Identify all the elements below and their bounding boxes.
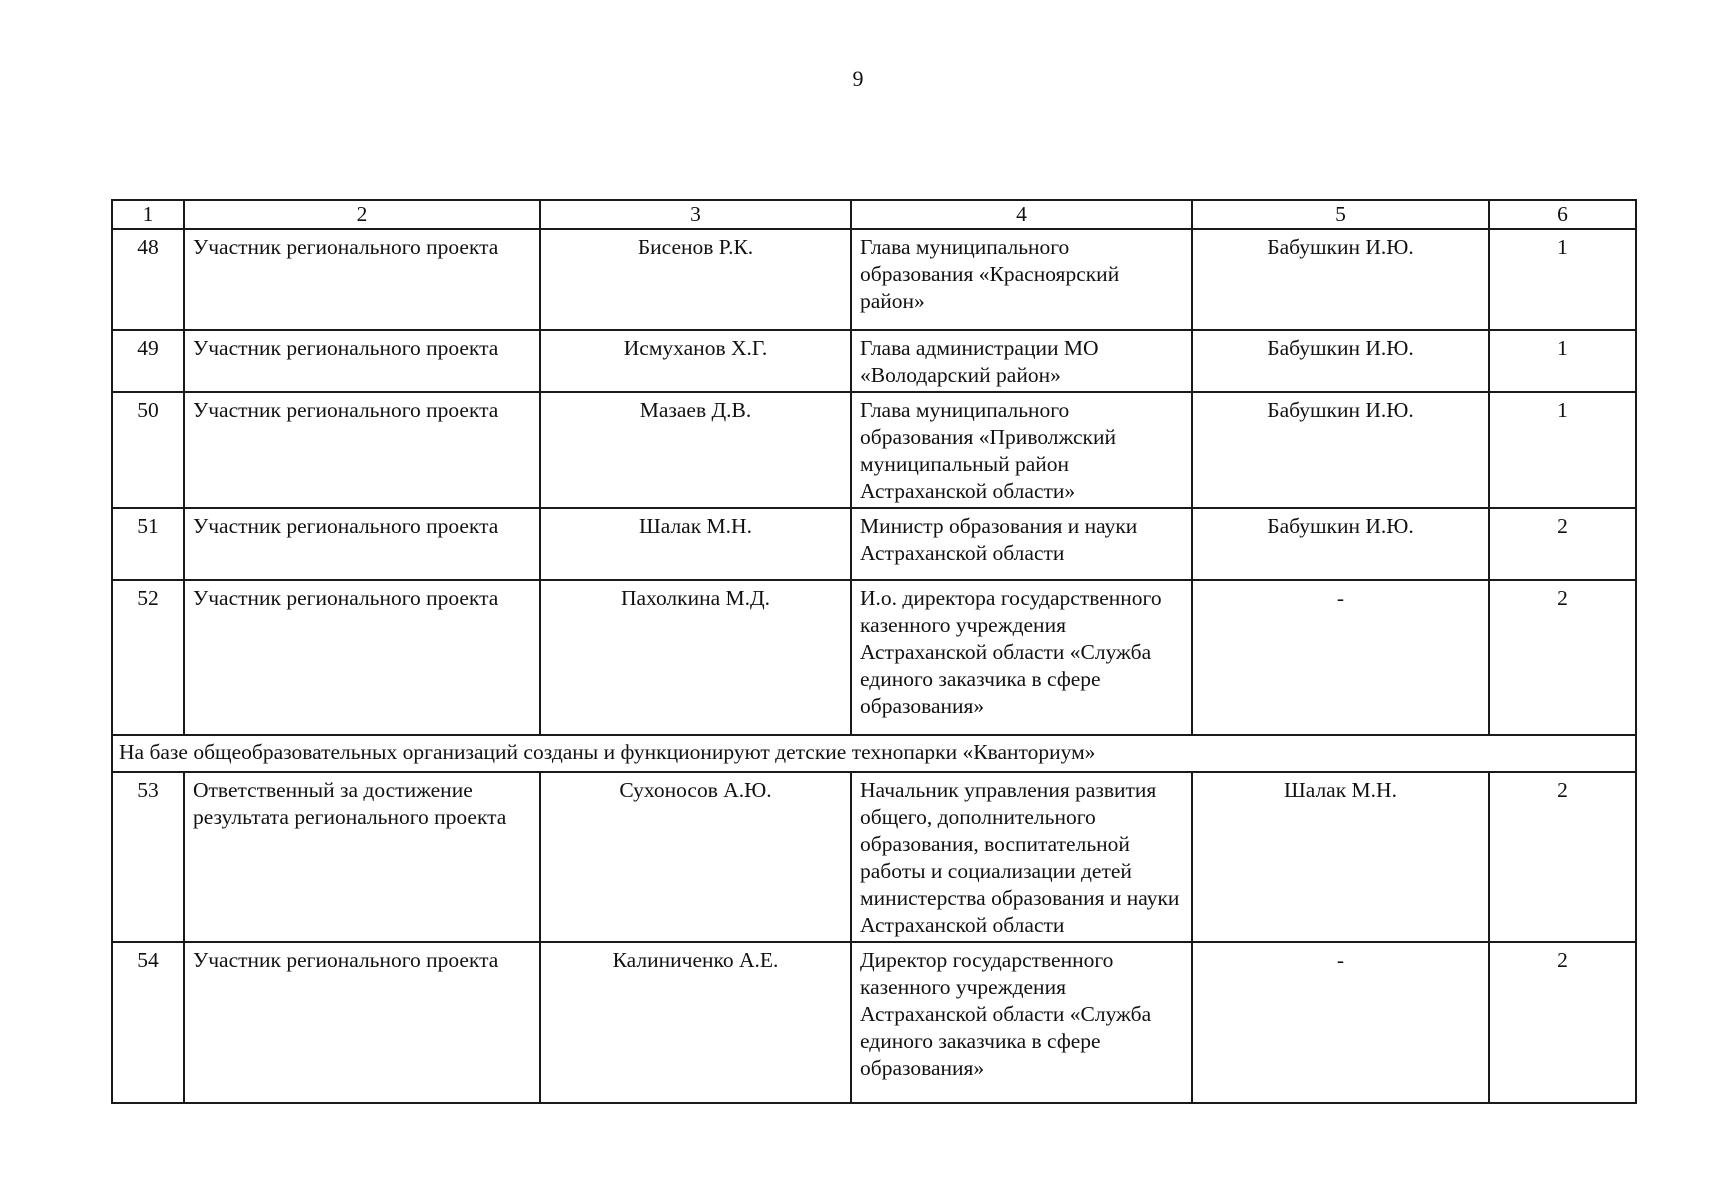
project-role: Участник регионального проекта (184, 580, 540, 735)
column-number: 6 (1489, 200, 1636, 229)
person-position: Глава администрации МО «Володарский район» (851, 330, 1192, 392)
person-position: Глава муниципального образования «Приволжский муниципальный район Астраханской области» (851, 392, 1192, 508)
row-number: 48 (112, 229, 184, 330)
column-number: 3 (540, 200, 851, 229)
column-number: 5 (1192, 200, 1489, 229)
supervisor-name: Бабушкин И.Ю. (1192, 392, 1489, 508)
page-number: 9 (852, 66, 864, 91)
column-number: 1 (112, 200, 184, 229)
row-number: 53 (112, 772, 184, 942)
workload-value: 2 (1489, 508, 1636, 580)
table-row (112, 508, 1636, 580)
assignments-table (111, 199, 1637, 1104)
workload-value: 1 (1489, 229, 1636, 330)
person-name: Мазаев Д.В. (540, 392, 851, 508)
project-role: Участник регионального проекта (184, 392, 540, 508)
person-position: Директор государственного казенного учреждения Астраханской области «Служба единого заказчика в сфере образования» (851, 942, 1192, 1103)
column-number-row (112, 200, 1636, 229)
project-role: Участник регионального проекта (184, 229, 540, 330)
person-name: Исмуханов Х.Г. (540, 330, 851, 392)
project-role: Ответственный за достижение результата регионального проекта (184, 772, 540, 942)
row-number: 54 (112, 942, 184, 1103)
project-role: Участник регионального проекта (184, 330, 540, 392)
person-name: Калиниченко А.Е. (540, 942, 851, 1103)
person-position: Глава муниципального образования «Красноярский район» (851, 229, 1192, 330)
person-position: Министр образования и науки Астраханской области (851, 508, 1192, 580)
column-number: 2 (184, 200, 540, 229)
supervisor-name: Бабушкин И.Ю. (1192, 508, 1489, 580)
person-position: Начальник управления развития общего, дополнительного образования, воспитательной работы и социализации детей министерства образования и науки Астраханской области (851, 772, 1192, 942)
person-name: Шалак М.Н. (540, 508, 851, 580)
row-number: 50 (112, 392, 184, 508)
workload-value: 1 (1489, 330, 1636, 392)
supervisor-name: Бабушкин И.Ю. (1192, 330, 1489, 392)
workload-value: 2 (1489, 942, 1636, 1103)
project-role: Участник регионального проекта (184, 508, 540, 580)
row-number: 52 (112, 580, 184, 735)
row-number: 51 (112, 508, 184, 580)
workload-value: 1 (1489, 392, 1636, 508)
person-name: Сухоносов А.Ю. (540, 772, 851, 942)
table-row (112, 229, 1636, 330)
project-role: Участник регионального проекта (184, 942, 540, 1103)
supervisor-name: Шалак М.Н. (1192, 772, 1489, 942)
workload-value: 2 (1489, 580, 1636, 735)
table-row (112, 942, 1636, 1103)
supervisor-name: - (1192, 580, 1489, 735)
column-number: 4 (851, 200, 1192, 229)
row-number: 49 (112, 330, 184, 392)
person-position: И.о. директора государственного казенного учреждения Астраханской области «Служба единого заказчика в сфере образования» (851, 580, 1192, 735)
section-row (112, 735, 1636, 772)
person-name: Бисенов Р.К. (540, 229, 851, 330)
supervisor-name: Бабушкин И.Ю. (1192, 229, 1489, 330)
table-row (112, 392, 1636, 508)
table-row (112, 772, 1636, 942)
table-row (112, 330, 1636, 392)
supervisor-name: - (1192, 942, 1489, 1103)
person-name: Пахолкина М.Д. (540, 580, 851, 735)
workload-value: 2 (1489, 772, 1636, 942)
table-row (112, 580, 1636, 735)
section-heading: На базе общеобразовательных организаций созданы и функционируют детские технопарки «Кванториум» (112, 735, 1636, 772)
